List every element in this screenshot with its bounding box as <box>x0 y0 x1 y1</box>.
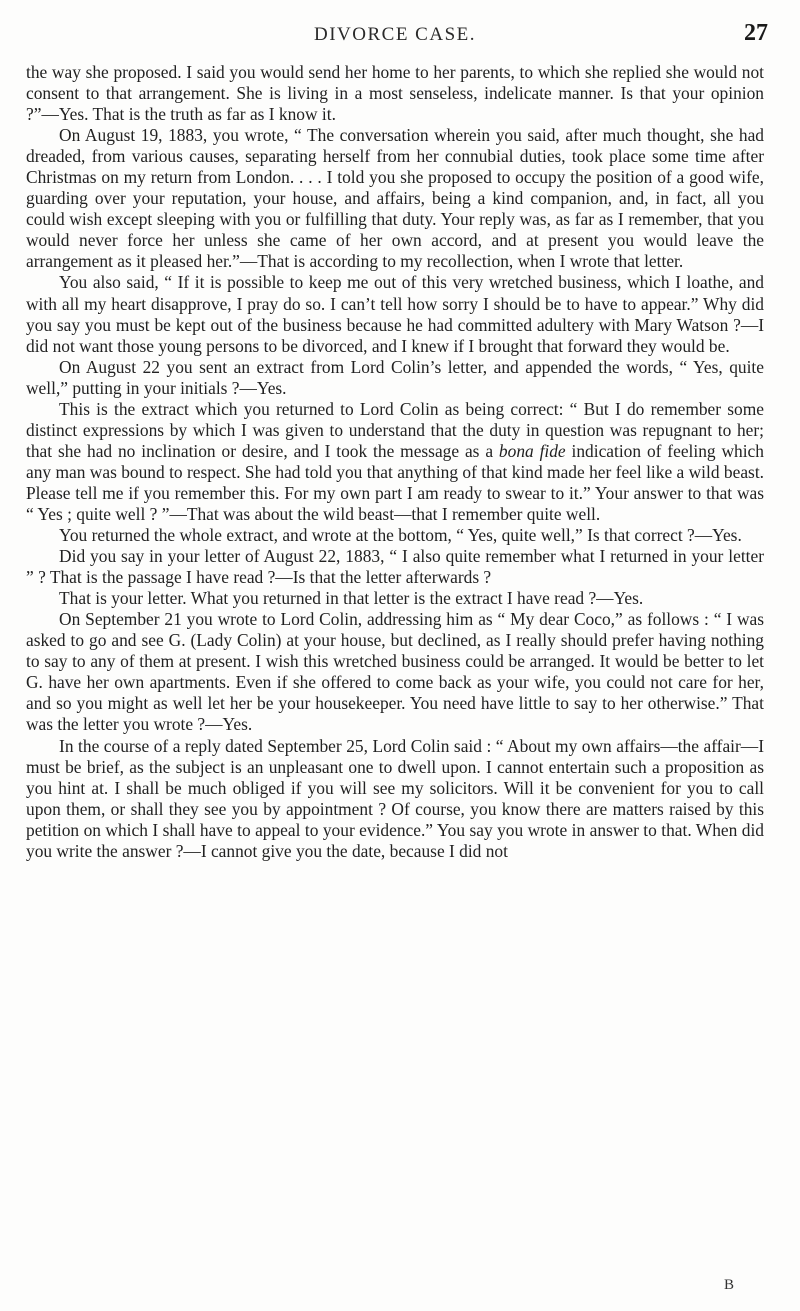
paragraph: On August 22 you sent an extract from Lord Colin’s letter, and appended the words, “ Yes, quite well,” putting in your initials ?—Yes. <box>26 356 764 398</box>
paragraph: the way she proposed. I said you would send her home to her parents, to which she replied she would not consent to that arrangement. She is living in a most senseless, indelicate manner. Is that your opinion ?”—Yes. That is the truth as far as I know it. <box>26 62 764 125</box>
paragraph: You returned the whole extract, and wrote at the bottom, “ Yes, quite well,” Is that correct ?—Yes. <box>59 525 742 546</box>
paragraph <box>26 399 764 525</box>
paragraph: Did you say in your letter of August 22, 1883, “ I also quite remember what I returned in your letter ” ? That is the passage I have read ?—Is that the letter afterwards ? <box>26 546 764 588</box>
paragraph: On August 19, 1883, you wrote, “ The conversation wherein you said, after much thought, she had dreaded, from various causes, separating herself from her connubial duties, took place some time after Christmas on my return from London. . . . I told you she proposed to occupy the position of a good wife, guarding over your reputation, your house, and affairs, being a kind companion, and, in fact, all you could wish except sleeping with you or fulfilling that duty. Your reply was, as far as I remember, that you would never force her unless she came of her own accord, and at present you would leave the arrangement as it pleased her.”—That is according to my recollection, when I wrote that letter. <box>26 125 764 272</box>
paragraph: On September 21 you wrote to Lord Colin, addressing him as “ My dear Coco,” as follows : “ I was asked to go and see G. (Lady Colin) at your house, but declined, as I really should prefer having nothing to say to any of them at present. I wish this wretched business could be arranged. It would be better to let G. have her own apartments. Even if she offered to come back as your wife, you could not care for her, and so you might as well let her be your housekeeper. You need have little to say to her otherwise.” That was the letter you wrote ?—Yes. <box>26 609 764 735</box>
paragraph-text: This is the extract which you returned to Lord Colin as being correct: “ But I do remember some distinct expressions by which I was given to understand that the duty in question was repugnant to her; that she had no inclination or desire, and I took the message as a <box>26 398 764 461</box>
paragraph: You also said, “ If it is possible to keep me out of this very wretched business, which I loathe, and with all my heart disapprove, I pray do so. I can’t tell how sorry I should be to have to appear.” Why did you say you must be kept out of the business because he had committed adultery with Mary Watson ?—I did not want those young persons to be divorced, and I knew if I brought that forward they would be. <box>26 272 764 356</box>
running-title: DIVORCE CASE. <box>313 24 476 45</box>
paragraph: In the course of a reply dated September 25, Lord Colin said : “ About my own affairs—the affair—I must be brief, as the subject is an unpleasant one to dwell upon. I cannot entertain such a proposition as you hint at. I shall be much obliged if you will see my solicitors. Will it be convenient for you to call upon them, or shall they see you by appointment ? Of course, you know there are matters raised by this petition on which I shall have to appeal to your evidence.” You say you wrote in answer to that. When did you write the answer ?—I cannot give you the date, because I did not <box>26 735 764 861</box>
body-text <box>26 62 764 862</box>
paragraph-text: indication of feeling which any man was bound to respect. She had told you that anything of that kind made her feel like a wild beast. Please tell me if you remember this. For my own part I am ready to swear to it.” Your answer to that was “ Yes ; quite well ? ”—That was about the wild beast—that I remember quite well. <box>26 440 764 524</box>
italic-phrase: bona fide <box>498 440 566 461</box>
page-number: 27 <box>744 20 768 46</box>
running-header <box>22 20 768 52</box>
signature-mark: B <box>723 1277 734 1293</box>
paragraph: That is your letter. What you returned in that letter is the extract I have read ?—Yes. <box>59 588 644 609</box>
